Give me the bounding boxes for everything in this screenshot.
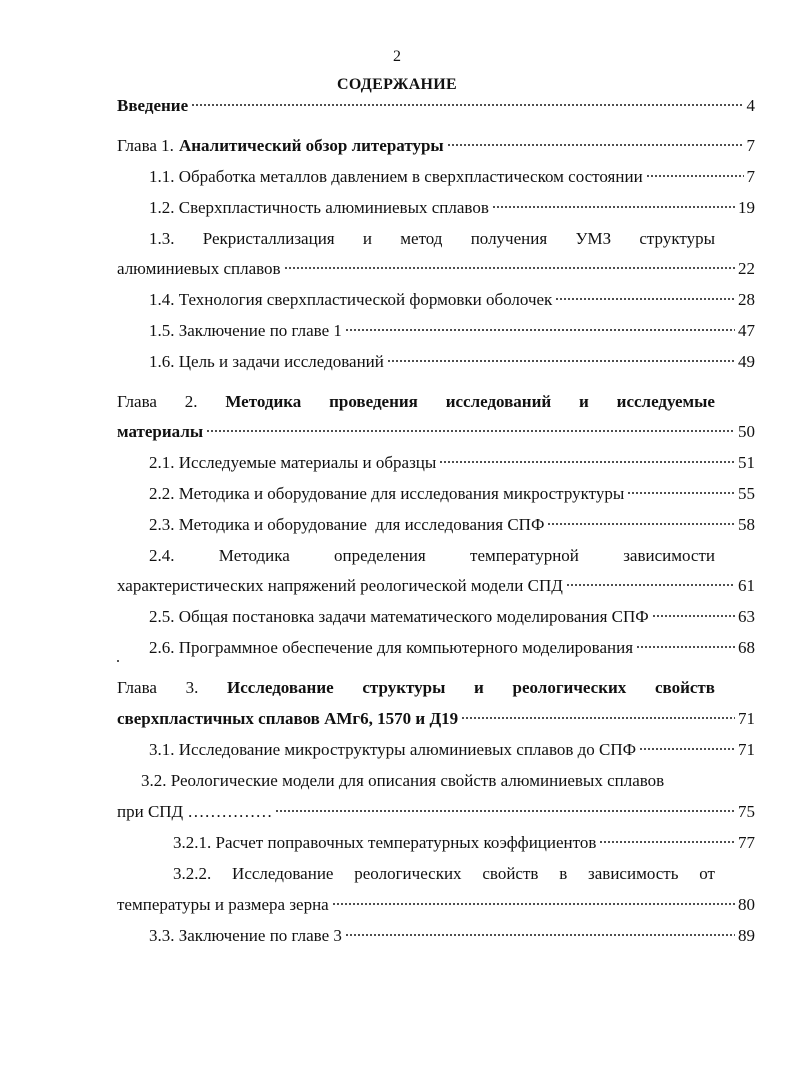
toc-page-number: 4	[746, 96, 755, 115]
toc-page-number: 7	[746, 136, 755, 155]
toc-entry-3-3[interactable]	[149, 926, 755, 948]
toc-entry-1-4[interactable]	[149, 290, 755, 312]
toc-page-number: 51	[738, 453, 755, 472]
toc-entry-label: 3.3. Заключение по главе 3	[149, 926, 342, 945]
toc-word: и	[579, 392, 589, 411]
toc-entry-label: 3.1. Исследование микроструктуры алюминиевых сплавов до СПФ	[149, 740, 637, 759]
toc-word: исследуемые	[616, 392, 715, 411]
chapter-title: Аналитический обзор литературы	[178, 136, 444, 155]
toc-page-number: 71	[738, 740, 755, 759]
leader-dots	[191, 103, 743, 107]
toc-page-number: 28	[738, 290, 755, 309]
toc-entry-label: 1.6. Цель и задачи исследований	[149, 352, 384, 371]
leader-dots	[284, 266, 735, 270]
toc-page-number: 68	[738, 638, 755, 657]
toc-entry-1-3-line1[interactable]	[149, 229, 715, 251]
toc-entry-1-1[interactable]	[149, 167, 755, 189]
toc-word: в	[559, 864, 568, 883]
toc-entry-3-2-line1[interactable]	[141, 771, 715, 793]
toc-entry-1-3-line2[interactable]	[117, 259, 755, 281]
toc-entry-1-2[interactable]	[149, 198, 755, 220]
toc-entry-2-4-line2[interactable]	[117, 576, 755, 598]
leader-dots	[345, 328, 735, 332]
toc-word: исследований	[445, 392, 552, 411]
toc-entry-continuation: при СПД ……………	[117, 802, 273, 821]
toc-entry-label: 3.2. Реологические модели для описания свойств алюминиевых сплавов	[141, 771, 665, 790]
toc-word: 3.2.2.	[173, 864, 212, 883]
leader-dots	[566, 583, 735, 587]
leader-dots	[447, 143, 744, 147]
toc-entry-label: 3.2.1. Расчет поправочных температурных коэффициентов	[173, 833, 597, 852]
toc-entry-label: 1.1. Обработка металлов давлением в сверхпластическом состоянии	[149, 167, 643, 186]
toc-page-number: 61	[738, 576, 755, 595]
toc-page-number: 7	[746, 167, 755, 186]
toc-entry-2-3[interactable]	[149, 515, 755, 537]
toc-word: Рекристаллизация	[202, 229, 335, 248]
toc-word: 1.3.	[149, 229, 175, 248]
toc-word: 2.	[184, 392, 198, 411]
toc-page-number: 89	[738, 926, 755, 945]
toc-entry-label: 2.5. Общая постановка задачи математического моделирования СПФ	[149, 607, 649, 626]
toc-page-number: 77	[738, 833, 755, 852]
toc-word: 2.4.	[149, 546, 175, 565]
leader-dots	[206, 429, 735, 433]
toc-entry-2-4-line1[interactable]	[149, 546, 715, 568]
toc-word: Глава	[117, 392, 157, 411]
leader-dots	[646, 174, 744, 178]
leader-dots	[275, 809, 735, 813]
leader-dots	[332, 902, 735, 906]
toc-entry-continuation: температуры и размера зерна	[117, 895, 329, 914]
toc-entry-chapter-1[interactable]	[117, 136, 755, 158]
toc-entry-2-6[interactable]	[149, 638, 755, 660]
toc-entry-label: 2.3. Методика и оборудование для исследования СПФ	[149, 515, 545, 534]
toc-word: свойств	[654, 678, 715, 697]
leader-dots	[555, 297, 735, 301]
toc-page-number: 58	[738, 515, 755, 534]
leader-dots	[387, 359, 735, 363]
leader-dots	[439, 460, 735, 464]
toc-word: Глава	[117, 678, 157, 697]
leader-dots	[599, 840, 735, 844]
toc-entry-chapter-2-line1[interactable]	[117, 392, 715, 414]
toc-word: определения	[334, 546, 426, 565]
toc-entry-2-5[interactable]	[149, 607, 755, 629]
toc-word: от	[699, 864, 715, 883]
toc-word: структуры	[639, 229, 715, 248]
toc-entry-continuation: сверхпластичных сплавов АМг6, 1570 и Д19	[117, 709, 459, 728]
page-title: СОДЕРЖАНИЕ	[336, 76, 458, 93]
leader-dots	[461, 716, 735, 720]
toc-word: 3.	[185, 678, 199, 697]
toc-entry-continuation: алюминиевых сплавов	[117, 259, 281, 278]
toc-entry-3-2-line2[interactable]	[117, 802, 755, 824]
toc-entry-3-2-2-line2[interactable]	[117, 895, 755, 917]
toc-page-number: 22	[738, 259, 755, 278]
chapter-prefix: Глава 1.	[117, 136, 174, 155]
toc-word: структуры	[362, 678, 446, 697]
toc-word: УМЗ	[575, 229, 612, 248]
toc-page-number: 63	[738, 607, 755, 626]
toc-word: Исследование	[232, 864, 334, 883]
toc-word: реологических	[354, 864, 462, 883]
toc-word: получения	[470, 229, 548, 248]
toc-entry-chapter-3-line2[interactable]	[117, 709, 755, 731]
toc-page-number: 47	[738, 321, 755, 340]
toc-word: зависимость	[588, 864, 679, 883]
toc-entry-1-6[interactable]	[149, 352, 755, 374]
toc-entry-3-2-1[interactable]	[173, 833, 755, 855]
leader-dots	[345, 933, 735, 937]
leader-dots	[636, 645, 735, 649]
page-number: 2	[393, 48, 401, 65]
toc-entry-intro[interactable]	[117, 96, 755, 118]
toc-entry-label: 1.4. Технология сверхпластической формовки оболочек	[149, 290, 553, 309]
toc-word: Методика	[218, 546, 290, 565]
toc-word: свойств	[482, 864, 539, 883]
leader-dots	[639, 747, 735, 751]
scan-speck	[117, 660, 119, 662]
leader-dots	[492, 205, 735, 209]
toc-entry-label: 2.6. Программное обеспечение для компьютерного моделирования	[149, 638, 634, 657]
toc-page-number: 71	[738, 709, 755, 728]
toc-word: метод	[400, 229, 443, 248]
toc-entry-chapter-2-line2[interactable]	[117, 422, 755, 444]
toc-page-number: 55	[738, 484, 755, 503]
toc-entry-2-2[interactable]	[149, 484, 755, 506]
toc-page-number: 49	[738, 352, 755, 371]
toc-word: температурной	[470, 546, 579, 565]
toc-word: Исследование	[227, 678, 334, 697]
toc-page-number: 80	[738, 895, 755, 914]
toc-entry-2-1[interactable]	[149, 453, 755, 475]
toc-entry-label: 2.2. Методика и оборудование для исследования микроструктуры	[149, 484, 625, 503]
toc-word: проведения	[329, 392, 418, 411]
toc-page-number: 19	[738, 198, 755, 217]
toc-word: Методика	[225, 392, 302, 411]
toc-word: реологических	[512, 678, 627, 697]
toc-entry-continuation: материалы	[117, 422, 204, 441]
toc-word: зависимости	[623, 546, 715, 565]
toc-entry-1-5[interactable]	[149, 321, 755, 343]
leader-dots	[627, 491, 735, 495]
toc-entry-continuation: характеристических напряжений реологической модели СПД	[117, 576, 563, 595]
leader-dots	[652, 614, 735, 618]
toc-entry-3-1[interactable]	[149, 740, 755, 762]
toc-entry-3-2-2-line1[interactable]	[173, 864, 715, 886]
toc-page-number: 50	[738, 422, 755, 441]
toc-entry-chapter-3-line1[interactable]	[117, 678, 715, 700]
toc-entry-label: 2.1. Исследуемые материалы и образцы	[149, 453, 437, 472]
toc-word: и	[474, 678, 484, 697]
toc-entry-label: 1.2. Сверхпластичность алюминиевых сплавов	[149, 198, 489, 217]
toc-entry-label: Введение	[117, 96, 189, 115]
toc-entry-label: 1.5. Заключение по главе 1	[149, 321, 342, 340]
toc-word: и	[362, 229, 372, 248]
leader-dots	[547, 522, 735, 526]
toc-page-number: 75	[738, 802, 755, 821]
